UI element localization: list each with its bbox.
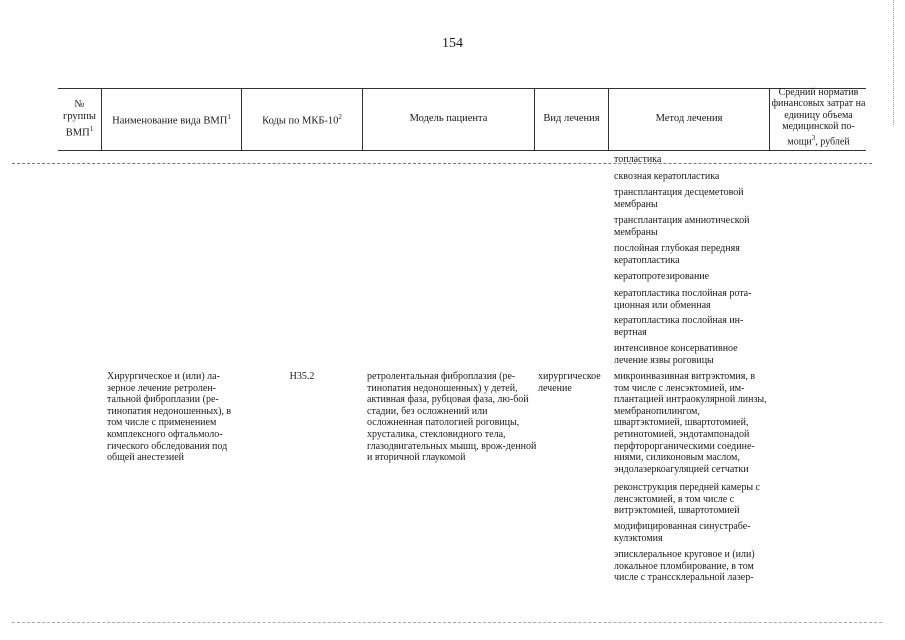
header-avg-cost: Средний норматив финансовых затрат на единицу объема медицинской по-мощи$^3$, рублей xyxy=(771,86,866,147)
header-icd-codes: Коды по МКБ-$10^2$ xyxy=(262,112,342,127)
page-edge-mark xyxy=(893,0,894,125)
col-divider-6 xyxy=(769,88,770,150)
header-patient-model: Модель пациента xyxy=(409,113,488,124)
bottom-rule xyxy=(12,622,882,623)
method-item: реконструкция передней камеры с ленсэктомией, в том числе с витрэктомией, швартотомией xyxy=(614,482,760,517)
method-item: трансплантация десцеметовой мембраны xyxy=(614,187,744,210)
header-group-no: № группы ВМП$^1$ xyxy=(63,98,96,139)
row-treatment-type: хирургическое лечение xyxy=(538,371,601,394)
row-vmp-name: Хирургическое и (или) ла-зерное лечение ретролен-тальной фиброплазии (ре-тинопатия недоношенных), в том числе с применением комплексного офтальмоло-гического обследования под общей анестезией xyxy=(107,371,232,464)
method-item: кератопластика послойная ин-вертная xyxy=(614,315,744,338)
method-item: кератопластика послойная рота-ционная или обменная xyxy=(614,288,752,311)
header-treatment-type: Вид лечения xyxy=(543,113,600,124)
row-icd-code: H35.2 xyxy=(289,371,315,382)
method-item: трансплантация амниотической мембраны xyxy=(614,215,750,238)
page-number: 154 xyxy=(442,36,463,51)
row-patient-model: ретролентальная фиброплазия (ре-тинопатия недоношенных) у детей, активная фаза, рубцовая фаза, лю-бой стадии, без осложнений или осложненная патологией роговицы, хрусталика, стекловидного тела, глазодвигательных мышц, врож-денной и вторичной глаукомой xyxy=(367,371,537,464)
header-vmp-name: Наименование вида ВМП$^1$ xyxy=(112,112,231,127)
method-item: эписклеральное круговое и (или) локальное пломбирование, в том числе с транссклеральной лазер- xyxy=(614,549,755,584)
method-item: интенсивное консервативное лечение язвы роговицы xyxy=(614,343,738,366)
method-item: послойная глубокая передняя кератопластика xyxy=(614,243,740,266)
method-item: кератопротезирование xyxy=(614,271,710,282)
method-item: топластика xyxy=(614,154,662,165)
method-item: сквозная кератопластика xyxy=(614,171,720,182)
table-top-rule xyxy=(58,88,866,89)
method-item: модифицированная синустрабе-кулэктомия xyxy=(614,521,751,544)
method-item: микроинвазивная витрэктомия, в том числе с ленсэктомией, им-плантацией интраокулярной линзы, мембранопилингом, швартэктомией, швартотомией, ретинотомией, эндотампонадой перфторорганическими соедине-ниями, силиконовым маслом, эндолазеркоагуляцией сетчатки xyxy=(614,371,767,475)
header-bottom-rule xyxy=(58,150,866,151)
header-treatment-method: Метод лечения xyxy=(655,113,723,124)
